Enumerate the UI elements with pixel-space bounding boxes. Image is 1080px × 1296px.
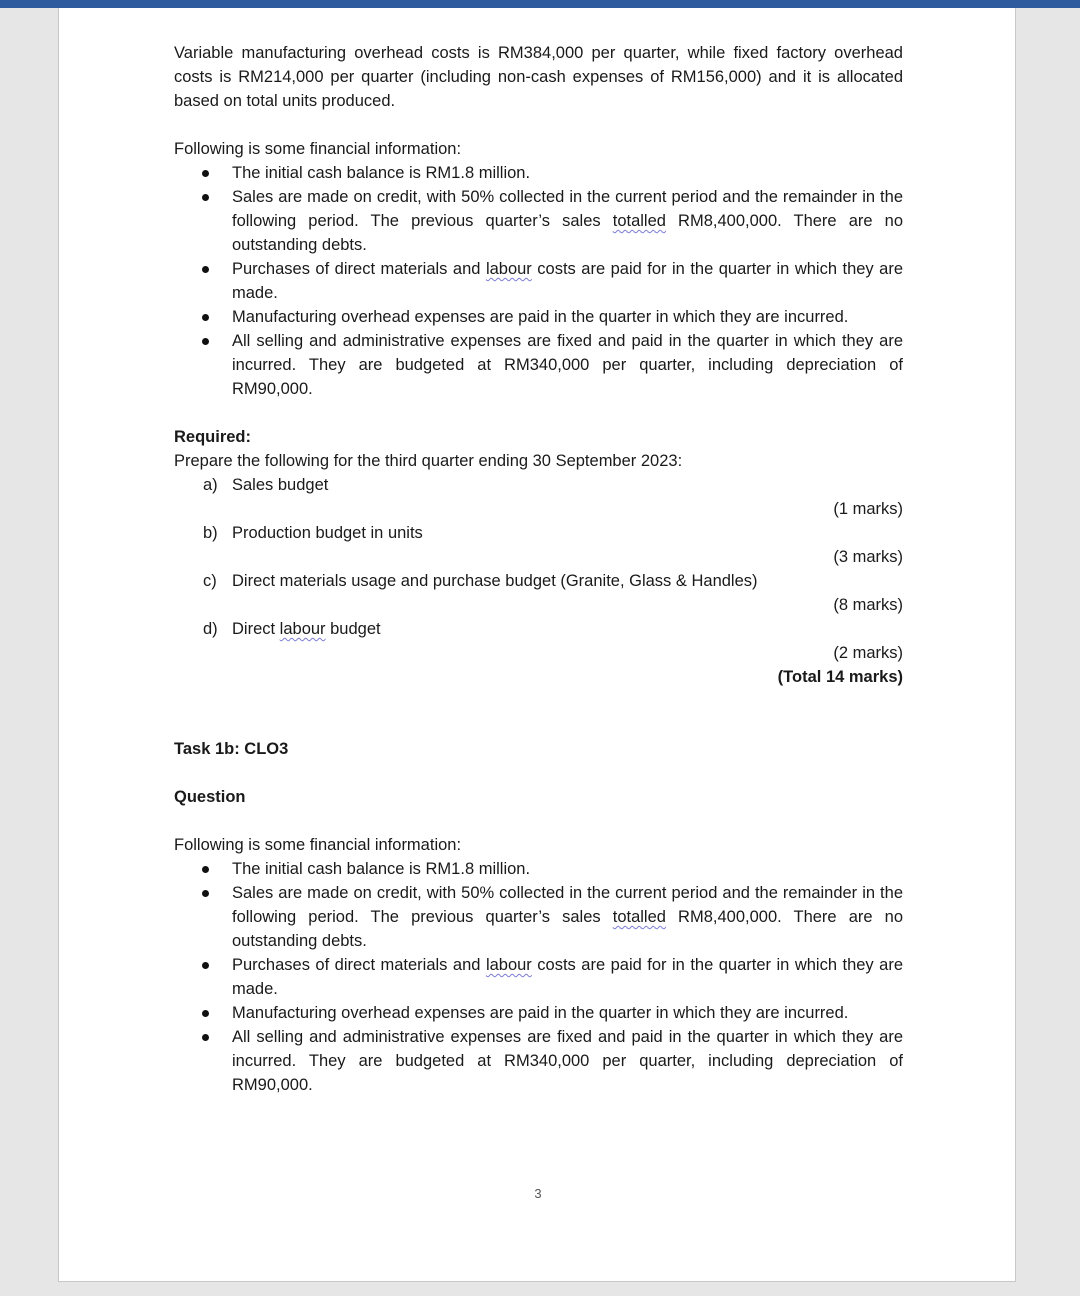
spellcheck-word[interactable]: labour: [485, 956, 532, 974]
marks-a: (1 marks): [833, 500, 903, 518]
marks-d: (2 marks): [833, 644, 903, 662]
bullet-icon: [202, 962, 209, 969]
task-heading: Task 1b: CLO3: [174, 740, 289, 758]
bullet-icon: [202, 890, 209, 897]
required-item-b: b) Production budget in units: [203, 524, 423, 542]
document-page: [58, 8, 1016, 1282]
list-item: All selling and administrative expenses are fixed and paid in the quarter in which they are incurred. They are budgeted at RM340,000 per quarter, including depreciation of RM90,000.: [174, 329, 903, 401]
required-item-a: a) Sales budget: [203, 476, 329, 494]
bullet-icon: [202, 314, 209, 321]
intro-paragraph: Variable manufacturing overhead costs is RM384,000 per quarter, while fixed factory overhead costs is RM214,000 per quarter (including non-cash expenses of RM156,000) and it is allocated based on total units produced.: [174, 44, 903, 110]
bullet-icon: [202, 1034, 209, 1041]
spellcheck-word[interactable]: labour: [279, 620, 326, 638]
window-top-bar: [0, 0, 1080, 8]
page-number: 3: [534, 1186, 542, 1201]
list-item: All selling and administrative expenses are fixed and paid in the quarter in which they are incurred. They are budgeted at RM340,000 per quarter, including depreciation of RM90,000.: [174, 1025, 903, 1097]
bullet-icon: [202, 266, 209, 273]
page-content: [174, 41, 903, 1097]
financial-info-heading: Following is some financial information:: [174, 140, 462, 158]
question-heading: Question: [174, 788, 246, 806]
bullet-icon: [202, 1010, 209, 1017]
financial-info-list-2: [174, 857, 903, 1097]
list-item: The initial cash balance is RM1.8 million.: [174, 161, 903, 185]
list-item: Sales are made on credit, with 50% collected in the current period and the remainder in the following period. The previous quarter’s sales totalled RM8,400,000. There are no outstanding debts.: [174, 881, 903, 953]
list-item: Manufacturing overhead expenses are paid in the quarter in which they are incurred.: [174, 1001, 903, 1025]
bullet-icon: [202, 194, 209, 201]
bullet-icon: [202, 338, 209, 345]
required-heading: Required:: [174, 428, 252, 446]
list-item: Manufacturing overhead expenses are paid in the quarter in which they are incurred.: [174, 305, 903, 329]
marks-c: (8 marks): [833, 596, 903, 614]
bullet-icon: [202, 866, 209, 873]
marks-b: (3 marks): [833, 548, 903, 566]
spellcheck-word[interactable]: totalled: [612, 212, 666, 230]
bullet-icon: [202, 170, 209, 177]
spellcheck-word[interactable]: labour: [485, 260, 532, 278]
list-item: Purchases of direct materials and labour costs are paid for in the quarter in which they are made.: [174, 953, 903, 1001]
total-marks: (Total 14 marks): [777, 668, 903, 686]
required-item-c: c) Direct materials usage and purchase budget (Granite, Glass & Handles): [203, 572, 758, 590]
list-item: The initial cash balance is RM1.8 million.: [174, 857, 903, 881]
spellcheck-word[interactable]: totalled: [612, 908, 666, 926]
list-item: Purchases of direct materials and labour costs are paid for in the quarter in which they are made.: [174, 257, 903, 305]
financial-info-heading-2: Following is some financial information:: [174, 836, 462, 854]
required-item-d: d) Direct labour budget: [203, 620, 381, 638]
list-item: Sales are made on credit, with 50% collected in the current period and the remainder in the following period. The previous quarter’s sales totalled RM8,400,000. There are no outstanding debts.: [174, 185, 903, 257]
financial-info-list: [174, 161, 903, 401]
required-instruction: Prepare the following for the third quarter ending 30 September 2023:: [174, 452, 683, 470]
